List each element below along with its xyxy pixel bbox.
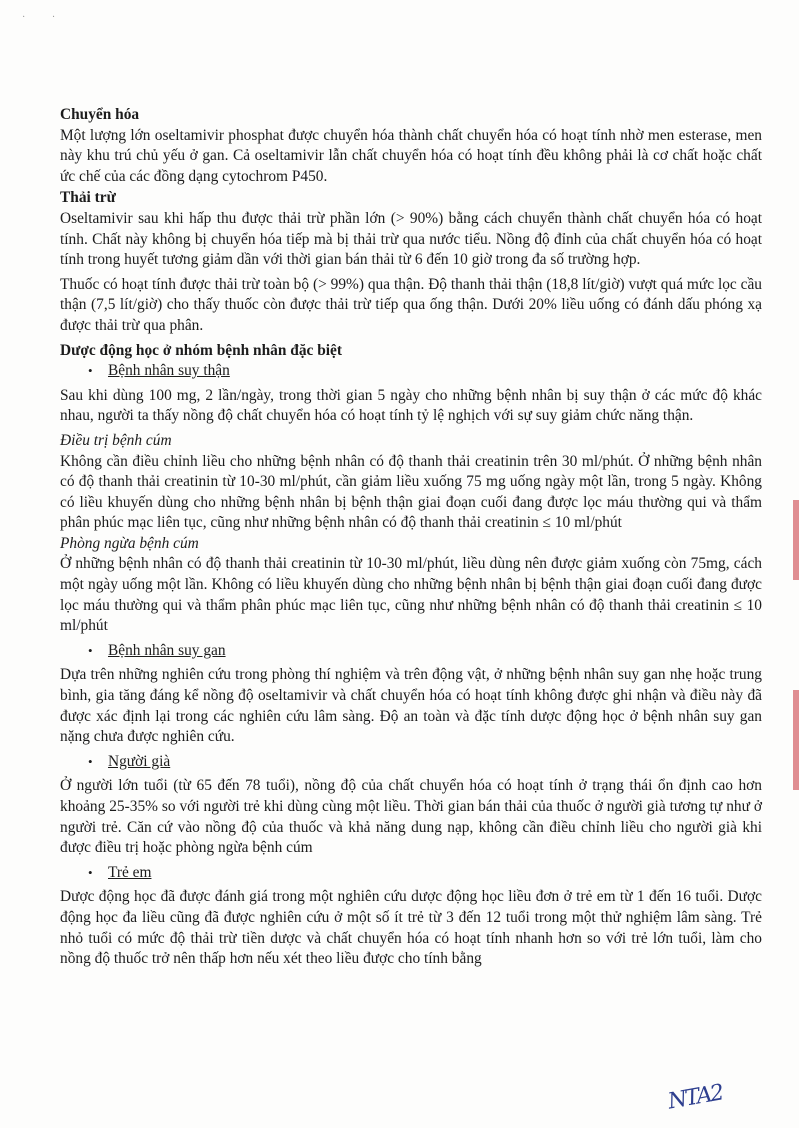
- page-edge-mark: [793, 690, 799, 790]
- section-heading: Dược động học ở nhóm bệnh nhân đặc biệt: [60, 341, 342, 359]
- section-heading: Thải trừ: [60, 189, 116, 207]
- paragraph: Dựa trên những nghiên cứu trong phòng thí nghiệm và trên động vật, ở những bệnh nhân suy gan nhẹ hoặc trung bình, gia tăng đáng kể nồng độ oseltamivir và chất chuyển hóa có hoạt tính không được ghi nhận và điều này đã được xác định lại trong các nghiên cứu lâm sàng. Độ an toàn và đặc tính dược động học ở bệnh nhân suy gan nặng chưa được nghiên cứu.: [60, 666, 762, 746]
- page-edge-mark: [793, 500, 799, 580]
- section-heading: Chuyển hóa: [60, 106, 140, 123]
- bullet-label: Trẻ em: [108, 863, 152, 881]
- paragraph: Thuốc có hoạt tính được thải trừ toàn bộ (> 99%) qua thận. Độ thanh thải thận (18,8 lít/giờ) vượt quá mức lọc cầu thận (7,5 lít/giờ) cho thấy thuốc còn được thải trừ tiếp qua ống thận. Dưới 20% liều uống có đánh dấu phóng xạ được thải trừ qua phân.: [60, 275, 762, 334]
- handwritten-initials: NTA2: [666, 1080, 725, 1115]
- bullet-item: [60, 752, 762, 773]
- bullet-icon: •: [88, 753, 93, 769]
- bullet-item: [60, 863, 762, 884]
- subheading: Phòng ngừa bệnh cúm: [60, 534, 199, 552]
- scan-specks: · ·: [22, 12, 68, 23]
- bullet-icon: •: [88, 864, 93, 880]
- bullet-item: [60, 641, 762, 662]
- paragraph: Sau khi dùng 100 mg, 2 lần/ngày, trong thời gian 5 ngày cho những bệnh nhân bị suy thận ở các mức độ khác nhau, người ta thấy nồng độ chất chuyển hóa có hoạt tính tỷ lệ nghịch với sự suy giảm chức năng thận.: [60, 386, 762, 425]
- bullet-label: Bệnh nhân suy thận: [108, 362, 230, 380]
- document-body: [60, 104, 762, 970]
- bullet-label: Người già: [108, 752, 171, 770]
- paragraph: Ở những bệnh nhân có độ thanh thải creatinin từ 10-30 ml/phút, liều dùng nên được giảm xuống còn 75mg, cách một ngày uống một lần. Không có liều khuyến dùng cho những bệnh nhân bị bệnh thận giai đoạn cuối đang được lọc máu thường qui và thẩm phân phúc mạc liên tục, cũng như những bệnh nhân có độ thanh thải creatinin ≤ 10 ml/phút: [60, 555, 762, 635]
- paragraph: Dược động học đã được đánh giá trong một nghiên cứu dược động học liều đơn ở trẻ em từ 1 đến 16 tuổi. Dược động học đa liều cũng đã được nghiên cứu ở một số ít trẻ từ 3 đến 12 tuổi trong một thử nghiệm lâm sàng. Trẻ nhỏ tuổi có mức độ thải trừ tiền dược và chất chuyển hóa có hoạt tính nhanh hơn so với trẻ lớn tuổi, làm cho nồng độ thuốc trở nên thấp hơn nếu xét theo liều được cho tính bằng: [60, 888, 762, 968]
- subheading: Điều trị bệnh cúm: [60, 431, 172, 449]
- bullet-item: [60, 361, 762, 382]
- paragraph: Ở người lớn tuổi (từ 65 đến 78 tuổi), nồng độ của chất chuyển hóa có hoạt tính ở trạng thái ổn định cao hơn khoảng 25-35% so với người trẻ khi dùng cùng một liều. Thời gian bán thải của thuốc ở người già tương tự như ở người trẻ. Căn cứ vào nồng độ của thuốc và khả năng dung nạp, không cần điều chỉnh liều cho người già khi được điều trị hoặc phòng ngừa bệnh cúm: [60, 777, 762, 857]
- bullet-icon: •: [88, 363, 93, 379]
- bullet-label: Bệnh nhân suy gan: [108, 641, 226, 659]
- bullet-icon: •: [88, 642, 93, 658]
- paragraph: Oseltamivir sau khi hấp thu được thải trừ phần lớn (> 90%) bằng cách chuyển thành chất chuyển hóa có hoạt tính. Chất này không bị chuyển hóa tiếp mà bị thải trừ qua nước tiểu. Nồng độ đỉnh của chất chuyển hóa có hoạt tính trong huyết tương giảm dần với thời gian bán thải từ 6 đến 10 giờ trong đa số trường hợp.: [60, 209, 762, 269]
- paragraph: Một lượng lớn oseltamivir phosphat được chuyển hóa thành chất chuyển hóa có hoạt tính nhờ men esterase, men này khu trú chủ yếu ở gan. Cả oseltamivir lẫn chất chuyển hóa có hoạt tính đều không phải là cơ chất hoặc chất ức chế của các đồng dạng cytochrom P450.: [60, 126, 762, 185]
- paragraph: Không cần điều chỉnh liều cho những bệnh nhân có độ thanh thải creatinin trên 30 ml/phút. Ở những bệnh nhân có độ thanh thải creatinin từ 10-30 ml/phút, cần giảm liều xuống 75 mg uống ngày một lần, trong 5 ngày. Không có liều khuyến dùng cho những bệnh nhân bị bệnh thận giai đoạn cuối đang được lọc máu thường qui và thẩm phân phúc mạc liên tục, cũng như những bệnh nhân có độ thanh thải creatinin ≤ 10 ml/phút: [60, 452, 762, 532]
